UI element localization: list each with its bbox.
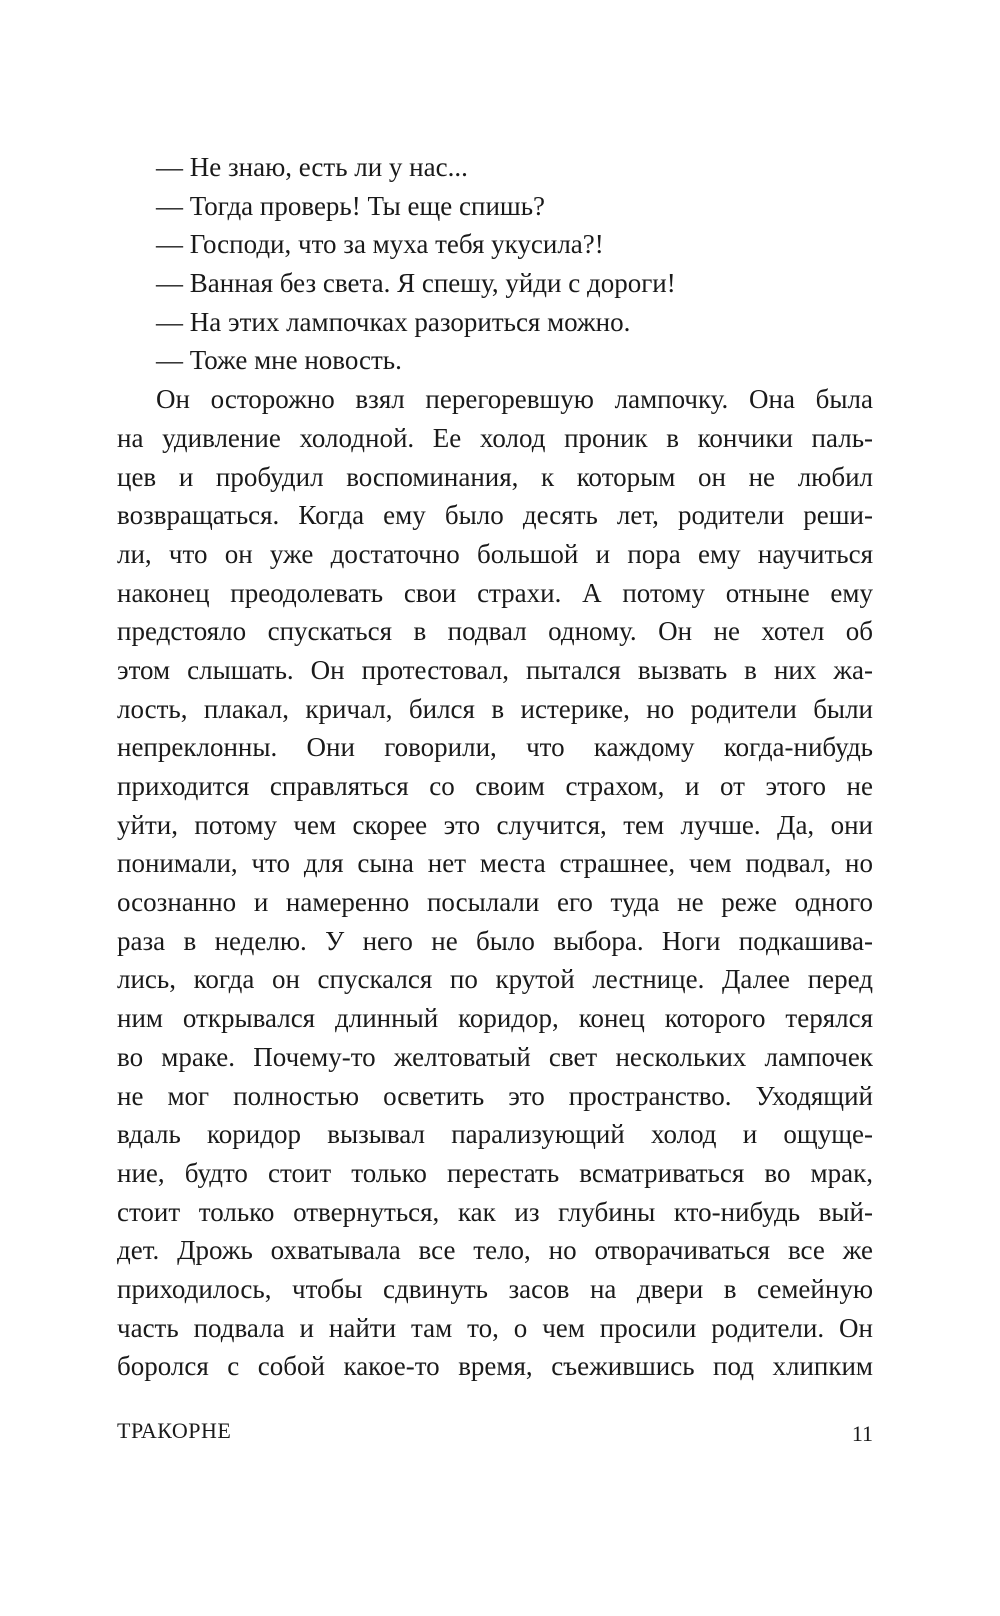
dialogue-line: — Тогда проверь! Ты еще спишь? bbox=[156, 190, 546, 221]
dialogue-line: — Не знаю, есть ли у нас... bbox=[156, 152, 468, 182]
paragraph-line: лость, плакал, кричал, бился в истерике, но родители были bbox=[117, 693, 873, 724]
paragraph-line: ние, будто стоит только перестать всматриваться во мрак, bbox=[117, 1157, 873, 1188]
dialogue-line: — Тоже мне новость. bbox=[156, 345, 402, 376]
paragraph-line: уйти, потому чем скорее это случится, тем лучше. Да, они bbox=[117, 809, 873, 840]
paragraph-line: ли, что он уже достаточно большой и пора ему научиться bbox=[117, 538, 873, 569]
body-text bbox=[117, 148, 873, 1386]
paragraph-line: осознанно и намеренно посылали его туда не реже одного bbox=[117, 887, 873, 918]
paragraph-line: на удивление холодной. Ее холод проник в кончики паль- bbox=[117, 422, 873, 453]
page-number: 11 bbox=[851, 1421, 873, 1446]
paragraph-line: предстояло спускаться в подвал одному. Он не хотел об bbox=[117, 616, 873, 647]
paragraph-line: ним открывался длинный коридор, конец которого терялся bbox=[117, 1003, 873, 1034]
paragraph-line: часть подвала и найти там то, о чем просили родители. Он bbox=[117, 1312, 873, 1343]
paragraph-line: лись, когда он спускался по крутой лестнице. Далее перед bbox=[117, 964, 873, 995]
paragraph-line: Он осторожно взял перегоревшую лампочку. Она была bbox=[156, 384, 873, 415]
paragraph-line: этом слышать. Он протестовал, пытался вызвать в них жа- bbox=[117, 654, 873, 685]
running-title: ТРАКОРНЕ bbox=[117, 1418, 232, 1443]
dialogue-line: — На этих лампочках разориться можно. bbox=[156, 306, 631, 337]
paragraph-line: стоит только отвернуться, как из глубины кто-нибудь вый- bbox=[117, 1196, 873, 1227]
dialogue-line: — Господи, что за муха тебя укусила?! bbox=[156, 229, 604, 260]
paragraph-line: непреклонны. Они говорили, что каждому когда-нибудь bbox=[117, 732, 873, 763]
paragraph-line: приходится справляться со своим страхом, и от этого не bbox=[117, 771, 873, 801]
paragraph-line: приходилось, чтобы сдвинуть засов на двери в семейную bbox=[117, 1273, 873, 1304]
paragraph-line: наконец преодолевать свои страхи. А потому отныне ему bbox=[117, 577, 873, 608]
paragraph-line: боролся с собой какое-то время, съежившись под хлипким bbox=[117, 1351, 873, 1382]
dialogue-line: — Ванная без света. Я спешу, уйди с дороги! bbox=[156, 268, 676, 299]
paragraph-line: возвращаться. Когда ему было десять лет, родители реши- bbox=[117, 500, 873, 531]
paragraph-line: вдаль коридор вызывал парализующий холод и ощуще- bbox=[117, 1119, 873, 1150]
paragraph-line: понимали, что для сына нет места страшнее, чем подвал, но bbox=[117, 848, 873, 879]
paragraph-line: дет. Дрожь охватывала все тело, но отворачиваться все же bbox=[117, 1235, 873, 1266]
paragraph-line: не мог полностью осветить это пространство. Уходящий bbox=[117, 1080, 873, 1111]
paragraph-line: во мраке. Почему-то желтоватый свет нескольких лампочек bbox=[117, 1041, 873, 1072]
paragraph-line: цев и пробудил воспоминания, к которым он не любил bbox=[117, 461, 873, 492]
paragraph-line: раза в неделю. У него не было выбора. Ноги подкашива- bbox=[117, 925, 873, 956]
